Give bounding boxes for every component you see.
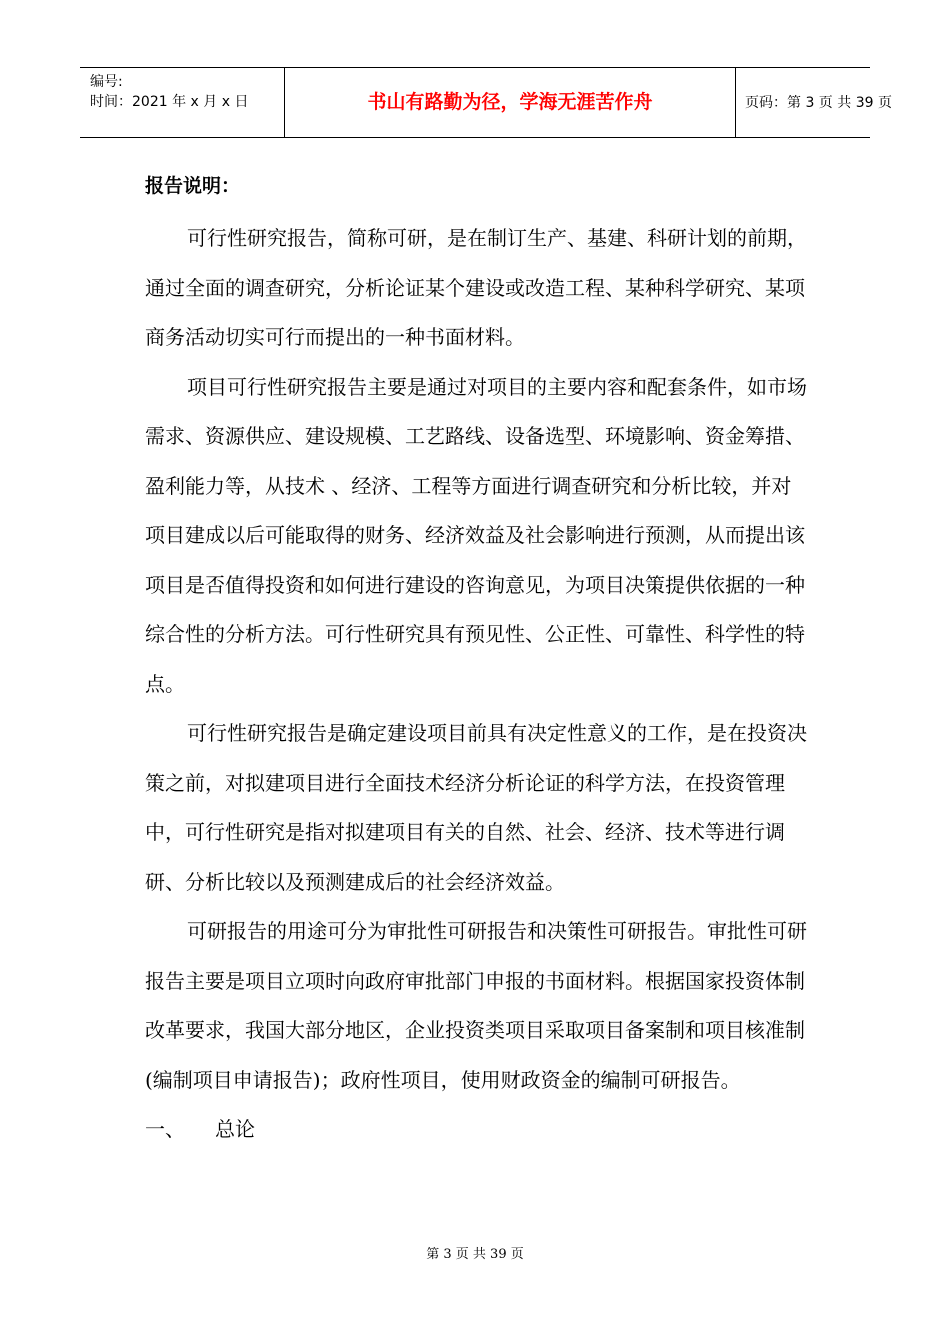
page-footer: 第 3 页 共 39 页: [426, 1247, 524, 1262]
header-motto-cell: [284, 68, 736, 137]
body-paragraph: 项目可行性研究报告主要是通过对项目的主要内容和配套条件，如市场需求、资源供应、建设规模、工艺路线、设备选型、环境影响、资金筹措、盈利能力等，从技术 、经济、工程等方面进行调查研究和分析比较，并对项目建成以后可能取得的财务、经济效益及社会影响进行预测，从而提出该项目是否值得投资和如何进行建设的咨询意见，为项目决策提供依据的一种综合性的分析方法。可行性研究具有预见性、公正性、可靠性、科学性的特点。: [145, 374, 807, 696]
document-number-label: 编号:: [90, 74, 123, 90]
document-body: [145, 166, 810, 1155]
header-page-cell: [735, 68, 892, 137]
body-paragraph: 可研报告的用途可分为审批性可研报告和决策性可研报告。审批性可研报告主要是项目立项时向政府审批部门申报的书面材料。根据国家投资体制改革要求，我国大部分地区，企业投资类项目采取项目备案制和项目核准制(编制项目申请报告)；政府性项目，使用财政资金的编制可研报告。: [145, 919, 807, 1092]
report-heading: 报告说明：: [145, 175, 241, 197]
document-date-label: 时间：2021 年 x 月 x 日: [90, 94, 249, 110]
header-motto: 书山有路勤为径，学海无涯苦作舟: [367, 91, 653, 113]
section-number: 一、: [145, 1117, 185, 1141]
section-title: 总论: [215, 1117, 255, 1141]
header-meta-cell: [80, 68, 284, 137]
body-paragraph: 可行性研究报告，简称可研，是在制订生产、基建、科研计划的前期，通过全面的调查研究，分析论证某个建设或改造工程、某种科学研究、某项商务活动切实可行而提出的一种书面材料。: [145, 226, 807, 349]
body-paragraph: 可行性研究报告是确定建设项目前具有决定性意义的工作，是在投资决策之前，对拟建项目进行全面技术经济分析论证的科学方法，在投资管理中，可行性研究是指对拟建项目有关的自然、社会、经济、技术等进行调研、分析比较以及预测建成后的社会经济效益。: [145, 721, 807, 894]
header-page-number: 页码：第 3 页 共 39 页: [745, 95, 892, 111]
section-heading: [145, 1105, 810, 1155]
document-header: [80, 67, 892, 138]
